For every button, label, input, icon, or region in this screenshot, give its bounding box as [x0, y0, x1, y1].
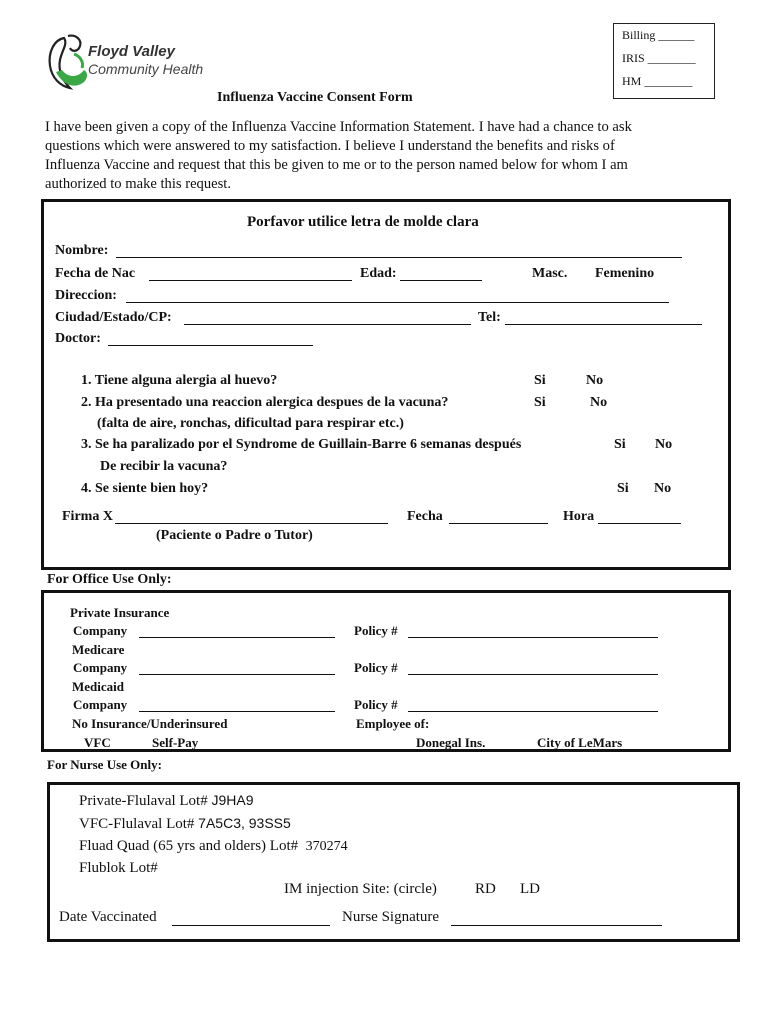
medicare-company-label: Company	[73, 660, 128, 675]
medicaid-label: Medicaid	[72, 679, 124, 694]
donegal-option[interactable]: Donegal Ins.	[416, 735, 486, 750]
city-lemars-option[interactable]: City of LeMars	[537, 735, 623, 750]
ld-option[interactable]: LD	[520, 881, 540, 897]
date-vaccinated-label: Date Vaccinated	[59, 909, 157, 925]
firma-label: Firma X	[62, 509, 113, 524]
q4-no-option[interactable]: No	[654, 481, 672, 496]
doctor-label: Doctor:	[55, 331, 101, 346]
tel-field[interactable]	[505, 324, 702, 325]
vfc-flulaval-row	[79, 815, 291, 833]
question-3-detail: De recibir la vacuna?	[100, 459, 228, 474]
instruction-text: Porfavor utilice letra de molde clara	[247, 214, 479, 230]
employee-of-label: Employee of:	[356, 716, 430, 731]
medicare-policy-field[interactable]	[408, 674, 658, 675]
nurse-signature-field[interactable]	[451, 925, 662, 926]
medicaid-policy-label: Policy #	[354, 697, 398, 712]
intro-line-2: questions which were answered to my satisfaction. I believe I understand the benefits and risks of	[45, 138, 615, 154]
private-policy-label: Policy #	[354, 623, 398, 638]
question-3: 3. Se ha paralizado por el Syndrome de Guillain-Barre 6 semanas después	[81, 437, 522, 452]
office-heading: For Office Use Only:	[47, 572, 172, 587]
rd-option[interactable]: RD	[475, 881, 496, 897]
ciudad-field[interactable]	[184, 324, 471, 325]
billing-box	[613, 23, 715, 99]
floyd-valley-logo-icon	[44, 32, 90, 92]
intro-line-1: I have been given a copy of the Influenza Vaccine Information Statement. I have had a chance to ask	[45, 119, 632, 135]
intro-line-3: Influenza Vaccine and request that this be given to me or to the person named below for whom I am	[45, 157, 628, 173]
private-flulaval-row	[79, 792, 254, 810]
q1-no-option[interactable]: No	[586, 373, 604, 388]
direccion-label: Direccion:	[55, 288, 117, 303]
im-injection-label: IM injection Site: (circle)	[284, 881, 437, 897]
edad-label: Edad:	[360, 266, 397, 281]
firma-subtitle: (Paciente o Padre o Tutor)	[156, 528, 313, 543]
tel-label: Tel:	[478, 310, 501, 325]
medicaid-company-label: Company	[73, 697, 128, 712]
billing-field[interactable]: Billing ______	[622, 28, 695, 42]
fluad-lot[interactable]: 370274	[305, 839, 348, 854]
fecha-nac-label: Fecha de Nac	[55, 266, 136, 281]
q1-si-option[interactable]: Si	[534, 373, 546, 388]
ciudad-label: Ciudad/Estado/CP:	[55, 310, 172, 325]
private-policy-field[interactable]	[408, 637, 658, 638]
question-2-detail: (falta de aire, ronchas, dificultad para respirar etc.)	[97, 416, 404, 431]
masc-option[interactable]: Masc.	[532, 266, 568, 281]
firma-field[interactable]	[115, 523, 388, 524]
iris-field[interactable]: IRIS ________	[622, 51, 696, 65]
q2-no-option[interactable]: No	[590, 395, 608, 410]
doctor-field[interactable]	[108, 345, 313, 346]
no-insurance-label: No Insurance/Underinsured	[72, 716, 228, 731]
fluad-row	[79, 838, 348, 855]
private-flulaval-label: Private-Flulaval Lot#	[79, 793, 208, 809]
edad-field[interactable]	[400, 280, 482, 281]
medicaid-policy-field[interactable]	[408, 711, 658, 712]
medicare-label: Medicare	[72, 642, 125, 657]
medicare-policy-label: Policy #	[354, 660, 398, 675]
private-company-label: Company	[73, 623, 128, 638]
nombre-field[interactable]	[116, 257, 682, 258]
form-title: Influenza Vaccine Consent Form	[217, 90, 413, 105]
private-insurance-label: Private Insurance	[70, 605, 170, 620]
nurse-signature-label: Nurse Signature	[342, 909, 440, 925]
q3-si-option[interactable]: Si	[614, 437, 626, 452]
logo-subtitle: Community Health	[88, 61, 204, 77]
q2-si-option[interactable]: Si	[534, 395, 546, 410]
self-pay-option[interactable]: Self-Pay	[152, 735, 199, 750]
question-1: 1. Tiene alguna alergia al huevo?	[81, 373, 278, 388]
fecha-field[interactable]	[449, 523, 548, 524]
intro-line-4: authorized to make this request.	[45, 176, 232, 192]
vfc-flulaval-lot[interactable]: 7A5C3, 93SS5	[198, 815, 291, 831]
vfc-flulaval-label: VFC-Flulaval Lot#	[79, 816, 195, 832]
logo	[44, 32, 224, 92]
fecha-nac-field[interactable]	[149, 280, 352, 281]
fluad-label: Fluad Quad (65 yrs and olders) Lot#	[79, 838, 299, 854]
femenino-option[interactable]: Femenino	[595, 266, 655, 281]
hm-field[interactable]: HM ________	[622, 74, 693, 88]
nombre-label: Nombre:	[55, 243, 109, 258]
q3-no-option[interactable]: No	[655, 437, 673, 452]
flublok-label: Flublok Lot#	[79, 860, 158, 876]
hora-field[interactable]	[598, 523, 681, 524]
vfc-option[interactable]: VFC	[84, 735, 111, 750]
nurse-heading: For Nurse Use Only:	[47, 757, 162, 772]
private-flulaval-lot[interactable]: J9HA9	[211, 792, 254, 808]
q4-si-option[interactable]: Si	[617, 481, 629, 496]
direccion-field[interactable]	[126, 302, 669, 303]
hora-label: Hora	[563, 509, 595, 524]
private-company-field[interactable]	[139, 637, 335, 638]
medicaid-company-field[interactable]	[139, 711, 335, 712]
question-4: 4. Se siente bien hoy?	[81, 481, 209, 496]
question-2: 2. Ha presentado una reaccion alergica despues de la vacuna?	[81, 395, 449, 410]
date-vaccinated-field[interactable]	[172, 925, 330, 926]
logo-name: Floyd Valley	[88, 43, 175, 60]
fecha-label: Fecha	[407, 509, 443, 524]
medicare-company-field[interactable]	[139, 674, 335, 675]
